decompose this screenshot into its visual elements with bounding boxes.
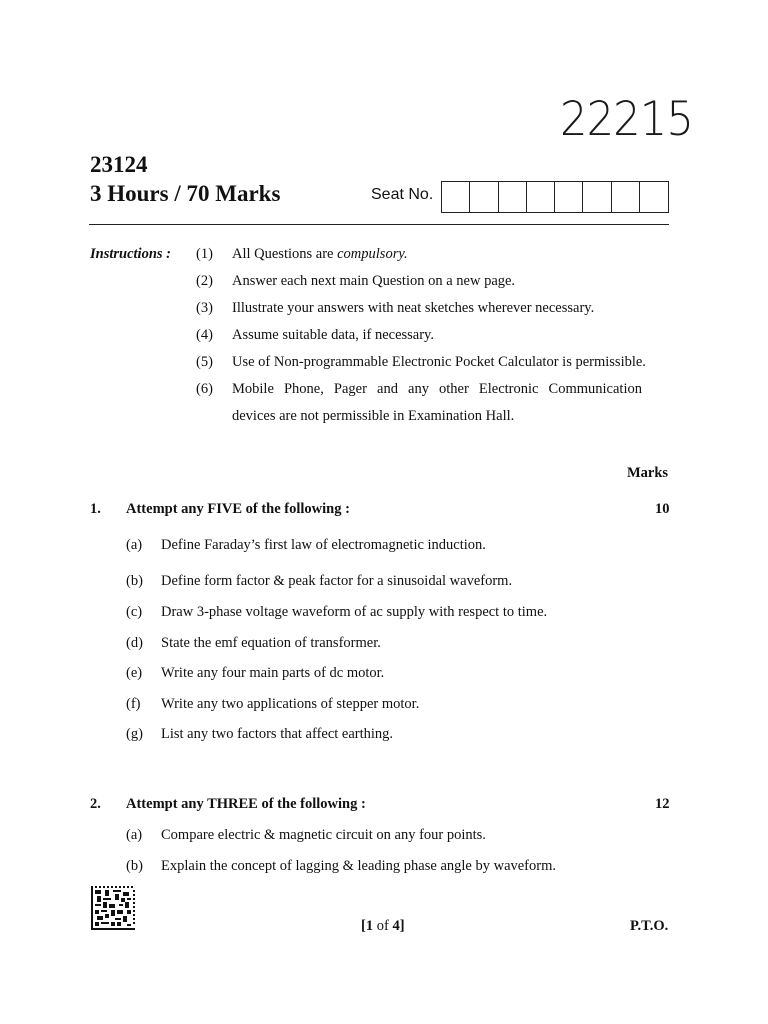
- sub-question-label: (g): [126, 726, 143, 742]
- sub-question-text: Compare electric & magnetic circuit on any four points.: [161, 827, 486, 843]
- question-title: Attempt any THREE of the following :: [126, 796, 366, 812]
- instruction-number: (3): [196, 300, 213, 316]
- instruction-text: Illustrate your answers with neat sketches wherever necessary.: [232, 300, 595, 316]
- page-number-of: of: [373, 918, 393, 934]
- seat-digit-box[interactable]: [583, 182, 611, 212]
- seat-number-boxes[interactable]: [441, 181, 669, 213]
- duration-marks: 3 Hours / 70 Marks: [90, 181, 281, 206]
- sub-question-label: (e): [126, 665, 143, 681]
- seat-digit-box[interactable]: [499, 182, 527, 212]
- sub-question-label: (b): [126, 858, 143, 874]
- marks-column-heading: Marks: [627, 465, 669, 481]
- sub-question-text: List any two factors that affect earthing.: [161, 726, 394, 742]
- question-number: 2.: [90, 796, 101, 812]
- sub-question-text: State the emf equation of transformer.: [161, 635, 381, 651]
- seat-digit-box[interactable]: [612, 182, 640, 212]
- seat-number-label: Seat No.: [371, 186, 434, 203]
- instruction-text: Use of Non-programmable Electronic Pocket Calculator is permissible.: [232, 354, 646, 370]
- sub-question-text: Write any four main parts of dc motor.: [161, 665, 385, 681]
- sub-question-label: (f): [126, 696, 141, 712]
- instruction-number: (2): [196, 273, 213, 289]
- seat-digit-box[interactable]: [527, 182, 555, 212]
- instruction-text: Mobile Phone, Pager and any other Electronic Communication: [232, 381, 642, 397]
- sub-question-label: (c): [126, 604, 143, 620]
- sub-question-text: Define form factor & peak factor for a sinusoidal waveform.: [161, 573, 513, 589]
- question-number: 1.: [90, 501, 101, 517]
- sub-question-text: Draw 3-phase voltage waveform of ac supply with respect to time.: [161, 604, 548, 620]
- page-number: [361, 918, 405, 935]
- header-divider: [89, 224, 669, 225]
- instruction-number: (6): [196, 381, 213, 397]
- question-title: Attempt any FIVE of the following :: [126, 501, 350, 517]
- seat-digit-box[interactable]: [555, 182, 583, 212]
- instruction-number: (4): [196, 327, 213, 343]
- page-number-close: 4]: [392, 918, 405, 934]
- exam-code: 23124: [90, 152, 148, 177]
- sub-question-label: (d): [126, 635, 143, 651]
- sub-question-text: Define Faraday’s first law of electromagnetic induction.: [161, 537, 486, 553]
- instructions-label: Instructions :: [90, 246, 171, 262]
- instruction-text-prefix: All Questions are: [232, 246, 338, 262]
- seat-digit-box[interactable]: [640, 182, 668, 212]
- instruction-text: Answer each next main Question on a new page.: [232, 273, 516, 289]
- sub-question-label: (b): [126, 573, 143, 589]
- sub-question-label: (a): [126, 537, 143, 553]
- instruction-number: (1): [196, 246, 213, 262]
- sub-question-text: Write any two applications of stepper motor.: [161, 696, 420, 712]
- qr-code-icon: [91, 886, 135, 930]
- instruction-text: [232, 246, 408, 263]
- seat-digit-box[interactable]: [470, 182, 498, 212]
- page-number-open: [1: [361, 918, 374, 934]
- seat-digit-box[interactable]: [442, 182, 470, 212]
- instruction-text: Assume suitable data, if necessary.: [232, 327, 434, 343]
- question-marks: 10: [655, 501, 670, 517]
- instruction-number: (5): [196, 354, 213, 370]
- please-turn-over: P.T.O.: [630, 918, 669, 934]
- instruction-text-continued: devices are not permissible in Examination Hall.: [232, 408, 515, 424]
- sub-question-text: Explain the concept of lagging & leading phase angle by waveform.: [161, 858, 556, 874]
- question-marks: 12: [655, 796, 670, 812]
- sub-question-label: (a): [126, 827, 143, 843]
- paper-code: 22215: [560, 92, 693, 147]
- instruction-text-emphasis: compulsory.: [337, 246, 408, 262]
